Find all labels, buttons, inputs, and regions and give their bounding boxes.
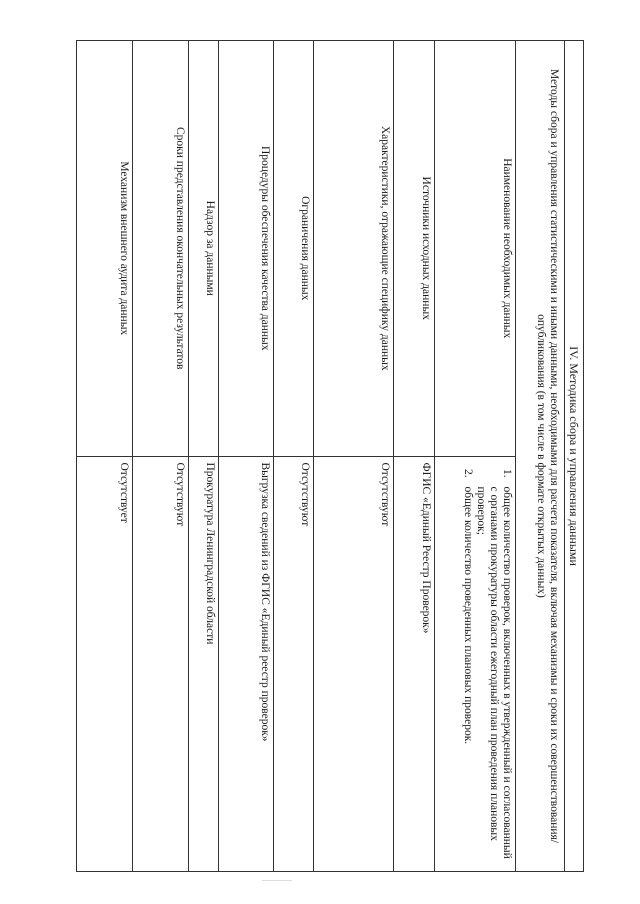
data-names-list bbox=[461, 463, 513, 866]
section-subtitle: Методы сбора и управления статистическими и иными данными, необходимыми для расчета показателя, включая механизмы и сроки их совершенствования/опубликования (в том числе в формате открытых данных) bbox=[516, 41, 565, 872]
row-value: Отсутствуют bbox=[133, 456, 189, 872]
row-label: Сроки представления окончательных результатов bbox=[133, 41, 189, 457]
list-item: 2. общее количество проведенных плановых проверок. bbox=[461, 481, 474, 866]
table-row bbox=[435, 41, 516, 872]
table-row bbox=[219, 41, 274, 872]
row-value: Отсутствуют bbox=[314, 456, 394, 872]
row-value: Прокуратура Ленинградской области bbox=[189, 456, 219, 872]
table-row bbox=[274, 41, 314, 872]
row-value: Выгрузка сведений из ФГИС «Единый реестр проверок» bbox=[219, 456, 274, 872]
table-row bbox=[77, 41, 133, 872]
row-label: Наименование необходимых данных bbox=[435, 41, 516, 457]
list-item: 1. общее количество проверок, включенных в утвержденный и согласованный с органами прокуратуры области ежегодный план проведения плановых проверок; bbox=[474, 481, 513, 866]
row-value: ФГИС «Единый Реестр Проверок» bbox=[394, 456, 435, 872]
row-label: Ограничения данных bbox=[274, 41, 314, 457]
table-row bbox=[133, 41, 189, 872]
rotated-table-container bbox=[64, 40, 584, 872]
row-label: Процедуры обеспечения качества данных bbox=[219, 41, 274, 457]
scan-mark bbox=[262, 880, 292, 881]
row-value: Отсутствует bbox=[77, 456, 133, 872]
table-row bbox=[314, 41, 394, 872]
row-label: Надзор за данными bbox=[189, 41, 219, 457]
row-value: Отсутствуют bbox=[274, 456, 314, 872]
table-row bbox=[189, 41, 219, 872]
table-row bbox=[394, 41, 435, 872]
row-label: Механизм внешнего аудита данных bbox=[77, 41, 133, 457]
row-label: Источники исходных данных bbox=[394, 41, 435, 457]
row-value bbox=[435, 456, 516, 872]
data-methodology-table bbox=[76, 40, 584, 872]
section-title: IV. Методика сбора и управления данными bbox=[565, 41, 584, 872]
row-label: Характеристики, отражающие специфику данных bbox=[314, 41, 394, 457]
